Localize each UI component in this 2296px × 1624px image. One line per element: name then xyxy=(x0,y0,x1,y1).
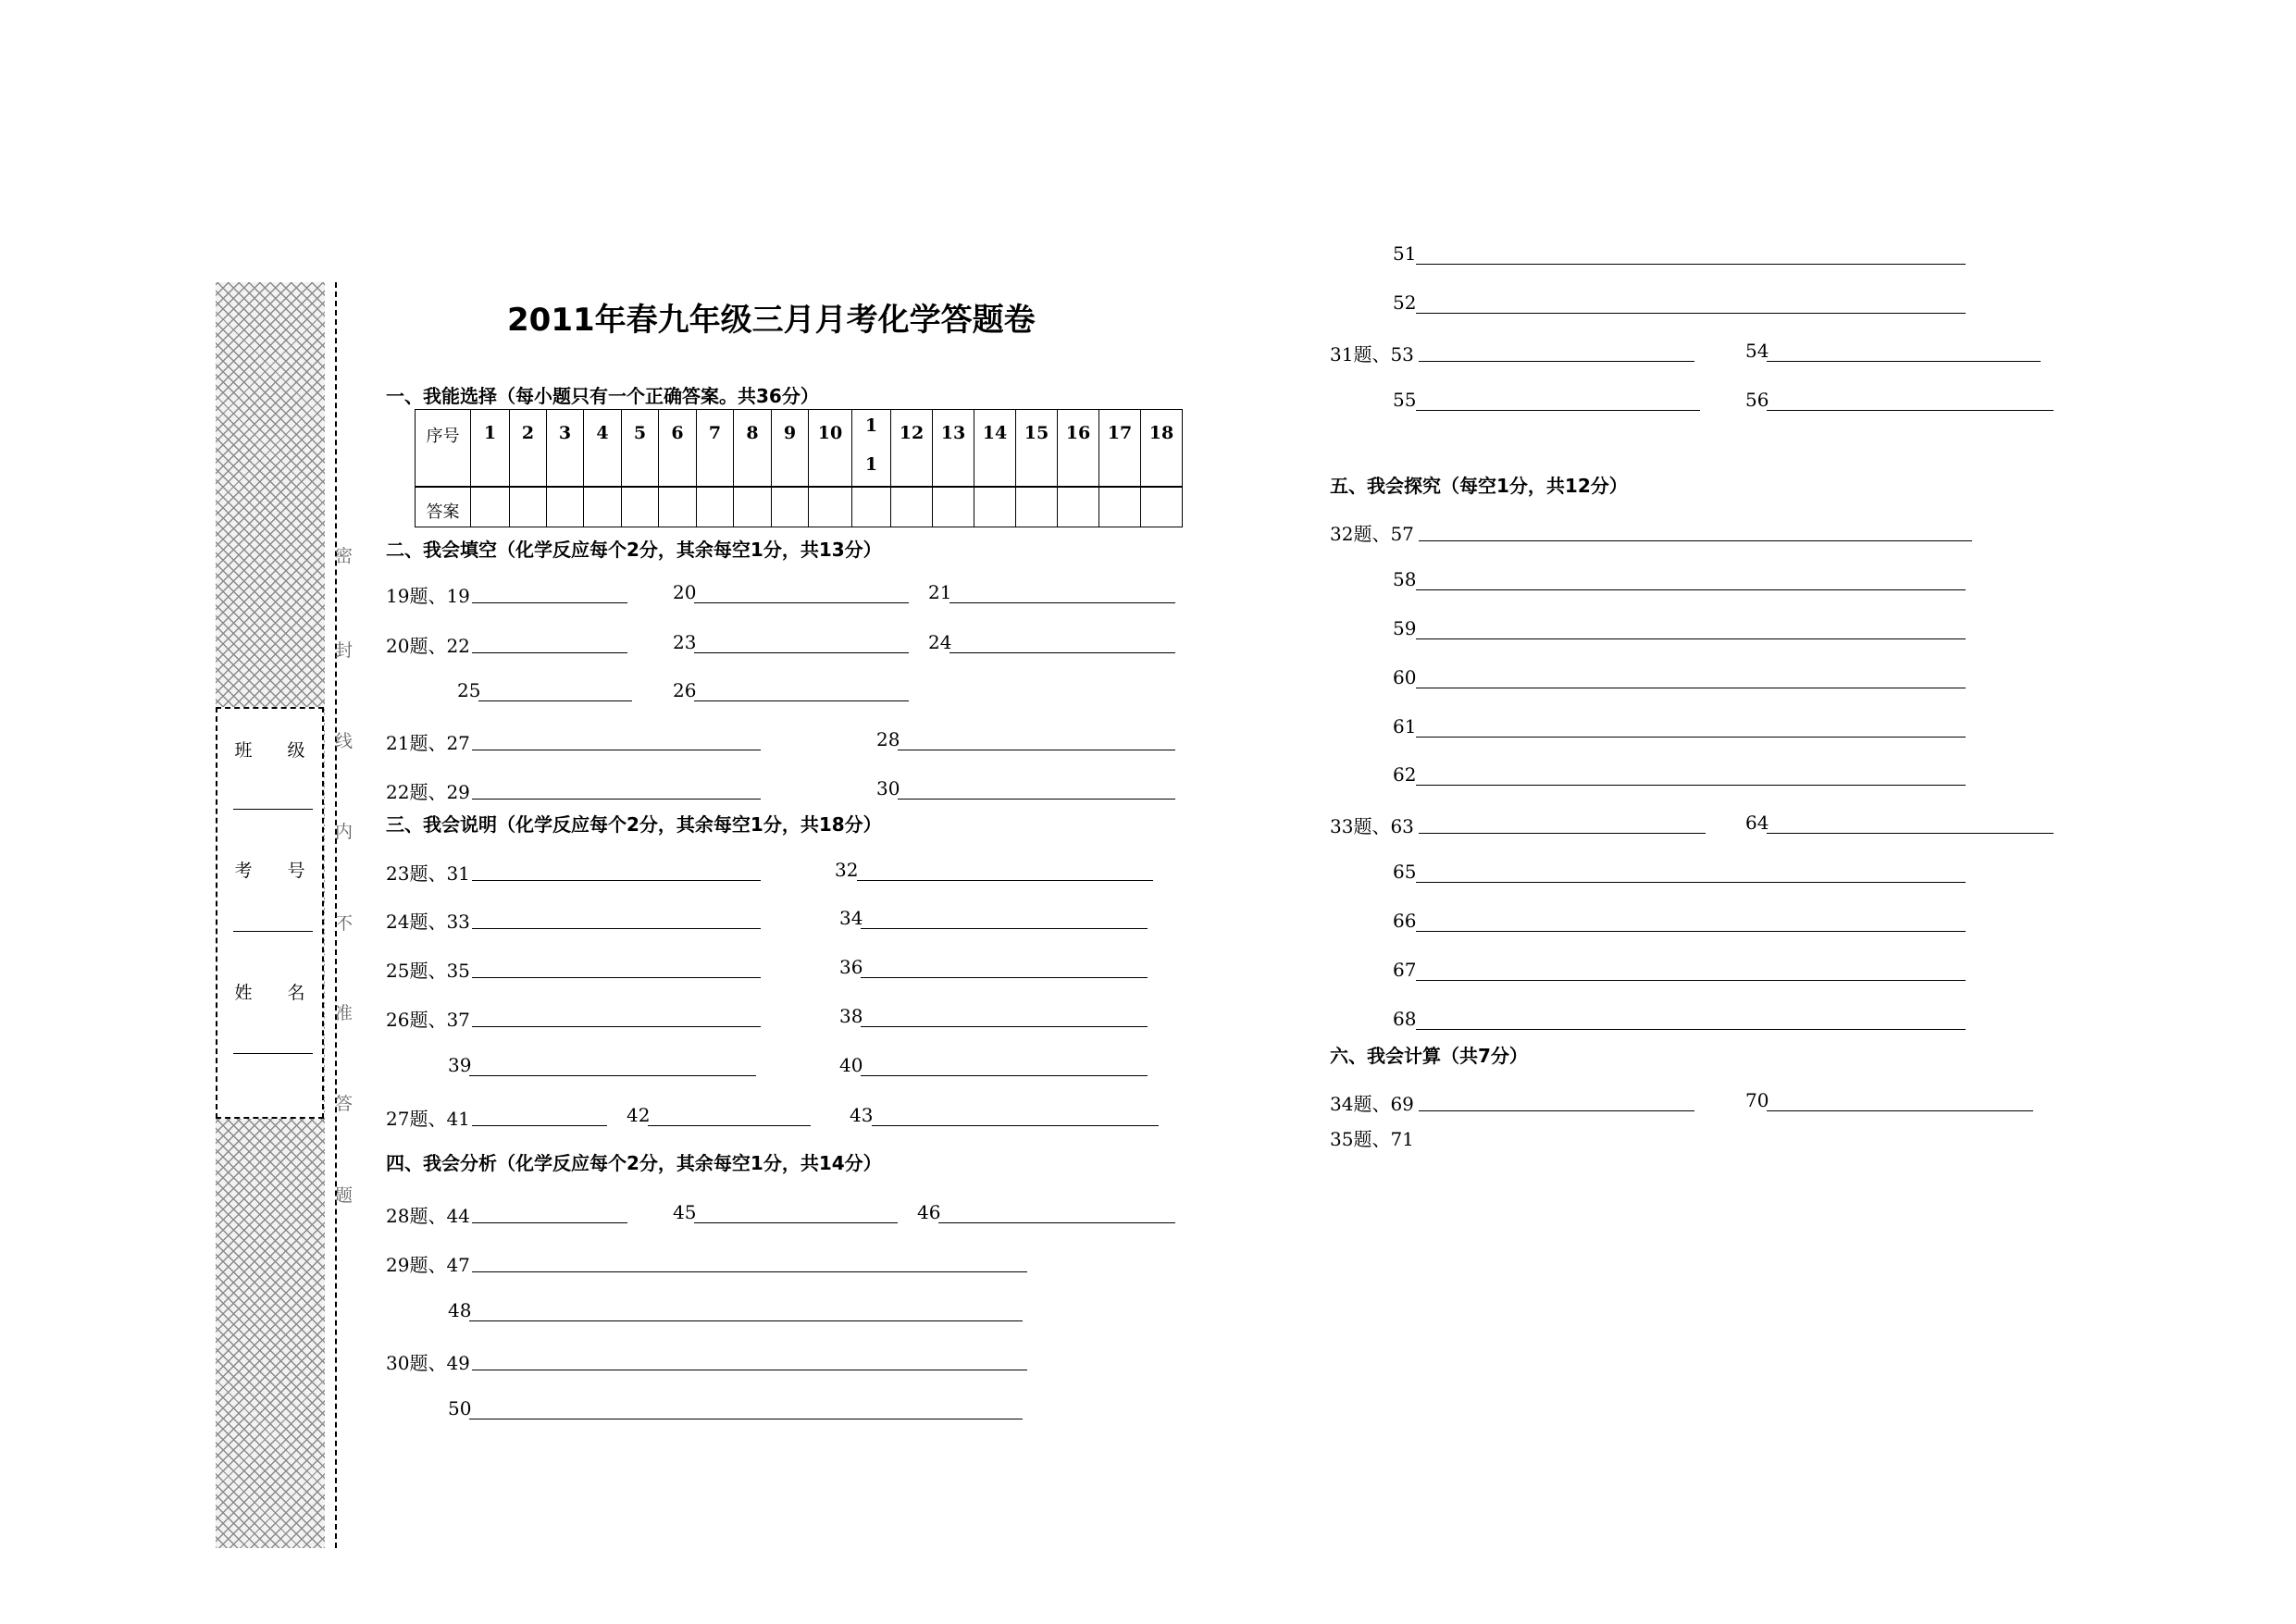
question-number-cell: 12 xyxy=(891,410,933,486)
section-2-heading: 二、我会填空（化学反应每个2分，其余每空1分，共13分） xyxy=(386,539,882,561)
answer-cell[interactable] xyxy=(659,488,697,527)
blank-label: 36 xyxy=(839,956,863,978)
question-number-cell: 1 xyxy=(471,410,510,486)
blank-label: 61 xyxy=(1393,715,1417,738)
answer-blank[interactable] xyxy=(861,1075,1148,1076)
blank-label: 56 xyxy=(1745,389,1769,411)
answer-blank[interactable] xyxy=(469,1320,1023,1321)
answer-blank[interactable] xyxy=(1419,540,1972,541)
row-label-number: 序号 xyxy=(416,410,471,486)
question-number-cell: 8 xyxy=(734,410,772,486)
answer-blank[interactable] xyxy=(898,799,1175,800)
student-info-box xyxy=(216,707,324,1119)
blank-label: 32题、57 xyxy=(1330,523,1414,545)
question-number-cell: 4 xyxy=(584,410,622,486)
blank-label: 58 xyxy=(1393,568,1417,590)
seal-char: 密 xyxy=(335,546,354,566)
answer-blank[interactable] xyxy=(938,1222,1175,1223)
blank-label: 38 xyxy=(839,1005,863,1027)
blank-label: 23 xyxy=(673,631,697,653)
exam-number-label: 考 号 xyxy=(234,861,320,881)
answer-blank[interactable] xyxy=(472,1271,1027,1272)
blank-label: 30 xyxy=(876,777,900,800)
answer-blank[interactable] xyxy=(1416,313,1966,314)
blank-label: 55 xyxy=(1393,389,1417,411)
answer-blank[interactable] xyxy=(949,652,1175,653)
answer-blank[interactable] xyxy=(694,700,909,701)
answer-blank[interactable] xyxy=(861,977,1148,978)
blank-label: 51 xyxy=(1393,242,1417,265)
section-6-heading: 六、我会计算（共7分） xyxy=(1330,1045,1528,1067)
answer-blank[interactable] xyxy=(1416,410,1700,411)
answer-blank[interactable] xyxy=(861,928,1148,929)
blank-label: 33题、63 xyxy=(1330,815,1414,837)
answer-table xyxy=(415,409,1183,527)
question-number-cell: 7 xyxy=(697,410,734,486)
answer-cell[interactable] xyxy=(584,488,622,527)
blank-label: 20 xyxy=(673,581,697,603)
question-number-cell: 1 1 xyxy=(852,410,891,486)
answer-blank[interactable] xyxy=(861,1026,1148,1027)
exam-number-field[interactable] xyxy=(233,931,313,932)
seal-char: 封 xyxy=(335,640,354,661)
answer-blank[interactable] xyxy=(694,602,909,603)
blank-label: 48 xyxy=(448,1299,472,1321)
answer-blank[interactable] xyxy=(1767,410,2054,411)
blank-label: 35题、71 xyxy=(1330,1128,1414,1150)
blank-label: 22题、29 xyxy=(386,781,470,803)
blank-label: 65 xyxy=(1393,861,1417,883)
seal-char: 准 xyxy=(335,1003,354,1023)
answer-blank[interactable] xyxy=(1416,931,1966,932)
answer-blank[interactable] xyxy=(1767,1110,2033,1111)
answer-blank[interactable] xyxy=(1416,264,1966,265)
blank-label: 52 xyxy=(1393,291,1417,314)
blank-label: 66 xyxy=(1393,910,1417,932)
answer-blank[interactable] xyxy=(469,1075,756,1076)
seal-char: 不 xyxy=(335,913,354,934)
answer-cell[interactable] xyxy=(1016,488,1058,527)
blank-label: 54 xyxy=(1745,340,1769,362)
section-3-heading: 三、我会说明（化学反应每个2分，其余每空1分，共18分） xyxy=(386,813,882,836)
blank-label: 59 xyxy=(1393,617,1417,639)
answer-cell[interactable] xyxy=(547,488,584,527)
answer-cell[interactable] xyxy=(852,488,891,527)
blank-label: 28题、44 xyxy=(386,1205,470,1227)
blank-label: 29题、47 xyxy=(386,1254,470,1276)
section-4-heading: 四、我会分析（化学反应每个2分，其余每空1分，共14分） xyxy=(386,1152,882,1174)
answer-blank[interactable] xyxy=(694,652,909,653)
answer-blank[interactable] xyxy=(1416,589,1966,590)
answer-table-number-row xyxy=(416,410,1182,488)
answer-blank[interactable] xyxy=(472,799,761,800)
question-number-cell: 15 xyxy=(1016,410,1058,486)
blank-label: 21 xyxy=(928,581,952,603)
blank-label: 25 xyxy=(457,679,481,701)
answer-blank[interactable] xyxy=(1767,361,2041,362)
seal-char: 内 xyxy=(335,822,354,842)
blank-label: 34题、69 xyxy=(1330,1093,1414,1115)
answer-cell[interactable] xyxy=(772,488,809,527)
blank-label: 68 xyxy=(1393,1008,1417,1030)
blank-label: 23题、31 xyxy=(386,862,470,885)
blank-label: 43 xyxy=(850,1104,874,1126)
blank-label: 70 xyxy=(1745,1089,1769,1111)
answer-cell[interactable] xyxy=(471,488,510,527)
answer-blank[interactable] xyxy=(472,652,627,653)
blank-label: 39 xyxy=(448,1054,472,1076)
question-number-cell: 17 xyxy=(1099,410,1141,486)
name-label: 姓 名 xyxy=(234,983,320,1003)
answer-cell[interactable] xyxy=(510,488,547,527)
answer-blank[interactable] xyxy=(1767,833,2054,834)
class-label: 班 级 xyxy=(234,740,320,761)
answer-blank[interactable] xyxy=(472,1222,627,1223)
answer-cell[interactable] xyxy=(697,488,734,527)
row-label-answer: 答案 xyxy=(416,488,471,527)
blank-label: 24 xyxy=(928,631,952,653)
blank-label: 64 xyxy=(1745,812,1769,834)
answer-blank[interactable] xyxy=(1416,638,1966,639)
question-number-cell: 6 xyxy=(659,410,697,486)
answer-blank[interactable] xyxy=(1416,1029,1966,1030)
blank-label: 25题、35 xyxy=(386,960,470,982)
blank-label: 40 xyxy=(839,1054,863,1076)
blank-label: 46 xyxy=(917,1201,941,1223)
section-1-heading: 一、我能选择（每小题只有一个正确答案。共36分） xyxy=(386,385,819,407)
answer-blank[interactable] xyxy=(1419,833,1706,834)
answer-blank[interactable] xyxy=(472,880,761,881)
question-number-cell: 16 xyxy=(1058,410,1099,486)
answer-cell[interactable] xyxy=(974,488,1016,527)
answer-blank[interactable] xyxy=(694,1222,898,1223)
question-number-cell: 10 xyxy=(809,410,852,486)
class-field[interactable] xyxy=(233,809,313,810)
question-number-cell: 13 xyxy=(933,410,974,486)
blank-label: 19题、19 xyxy=(386,585,470,607)
question-number-cell: 5 xyxy=(622,410,659,486)
seal-char: 线 xyxy=(335,731,354,751)
blank-label: 42 xyxy=(627,1104,651,1126)
answer-blank[interactable] xyxy=(1416,785,1966,786)
blank-label: 34 xyxy=(839,907,863,929)
blank-label: 60 xyxy=(1393,666,1417,688)
question-number-cell: 9 xyxy=(772,410,809,486)
answer-blank[interactable] xyxy=(472,1125,607,1126)
question-number-cell: 18 xyxy=(1148,423,1174,443)
blank-label: 24题、33 xyxy=(386,911,470,933)
blank-label: 45 xyxy=(673,1201,697,1223)
name-field[interactable] xyxy=(233,1053,313,1054)
blank-label: 28 xyxy=(876,728,900,750)
answer-cell[interactable] xyxy=(809,488,852,527)
seal-char: 题 xyxy=(335,1185,354,1206)
answer-cell[interactable] xyxy=(891,488,933,527)
answer-cell[interactable] xyxy=(1099,488,1141,527)
answer-cell[interactable] xyxy=(734,488,772,527)
blank-label: 21题、27 xyxy=(386,732,470,754)
answer-cell[interactable] xyxy=(1141,488,1182,527)
answer-blank[interactable] xyxy=(472,1026,761,1027)
seal-char: 答 xyxy=(335,1094,354,1114)
answer-blank[interactable] xyxy=(1419,361,1694,362)
blank-label: 30题、49 xyxy=(386,1352,470,1374)
answer-blank[interactable] xyxy=(872,1125,1159,1126)
question-number-cell: 14 xyxy=(974,410,1016,486)
blank-label: 26题、37 xyxy=(386,1009,470,1031)
answer-blank[interactable] xyxy=(1416,980,1966,981)
answer-blank[interactable] xyxy=(478,700,632,701)
blank-label: 20题、22 xyxy=(386,635,470,657)
answer-blank[interactable] xyxy=(949,602,1175,603)
blank-label: 67 xyxy=(1393,959,1417,981)
answer-blank[interactable] xyxy=(1416,737,1966,738)
answer-table-answer-row xyxy=(416,488,1182,527)
blank-label: 27题、41 xyxy=(386,1108,470,1130)
question-number-cell: 3 xyxy=(547,410,584,486)
answer-cell[interactable] xyxy=(933,488,974,527)
answer-blank[interactable] xyxy=(1419,1110,1694,1111)
answer-blank[interactable] xyxy=(648,1125,811,1126)
answer-blank[interactable] xyxy=(472,928,761,929)
blank-label: 50 xyxy=(448,1397,472,1419)
answer-blank[interactable] xyxy=(472,602,627,603)
answer-blank[interactable] xyxy=(472,977,761,978)
page-title: 2011年春九年级三月月考化学答题卷 xyxy=(507,302,1036,339)
section-5-heading: 五、我会探究（每空1分，共12分） xyxy=(1330,475,1628,497)
answer-blank[interactable] xyxy=(1416,882,1966,883)
answer-blank[interactable] xyxy=(857,880,1153,881)
blank-label: 31题、53 xyxy=(1330,343,1414,366)
answer-cell[interactable] xyxy=(1058,488,1099,527)
question-number-cell: 2 xyxy=(510,410,547,486)
blank-label: 62 xyxy=(1393,763,1417,786)
blank-label: 32 xyxy=(835,859,859,881)
answer-cell[interactable] xyxy=(622,488,659,527)
blank-label: 26 xyxy=(673,679,697,701)
